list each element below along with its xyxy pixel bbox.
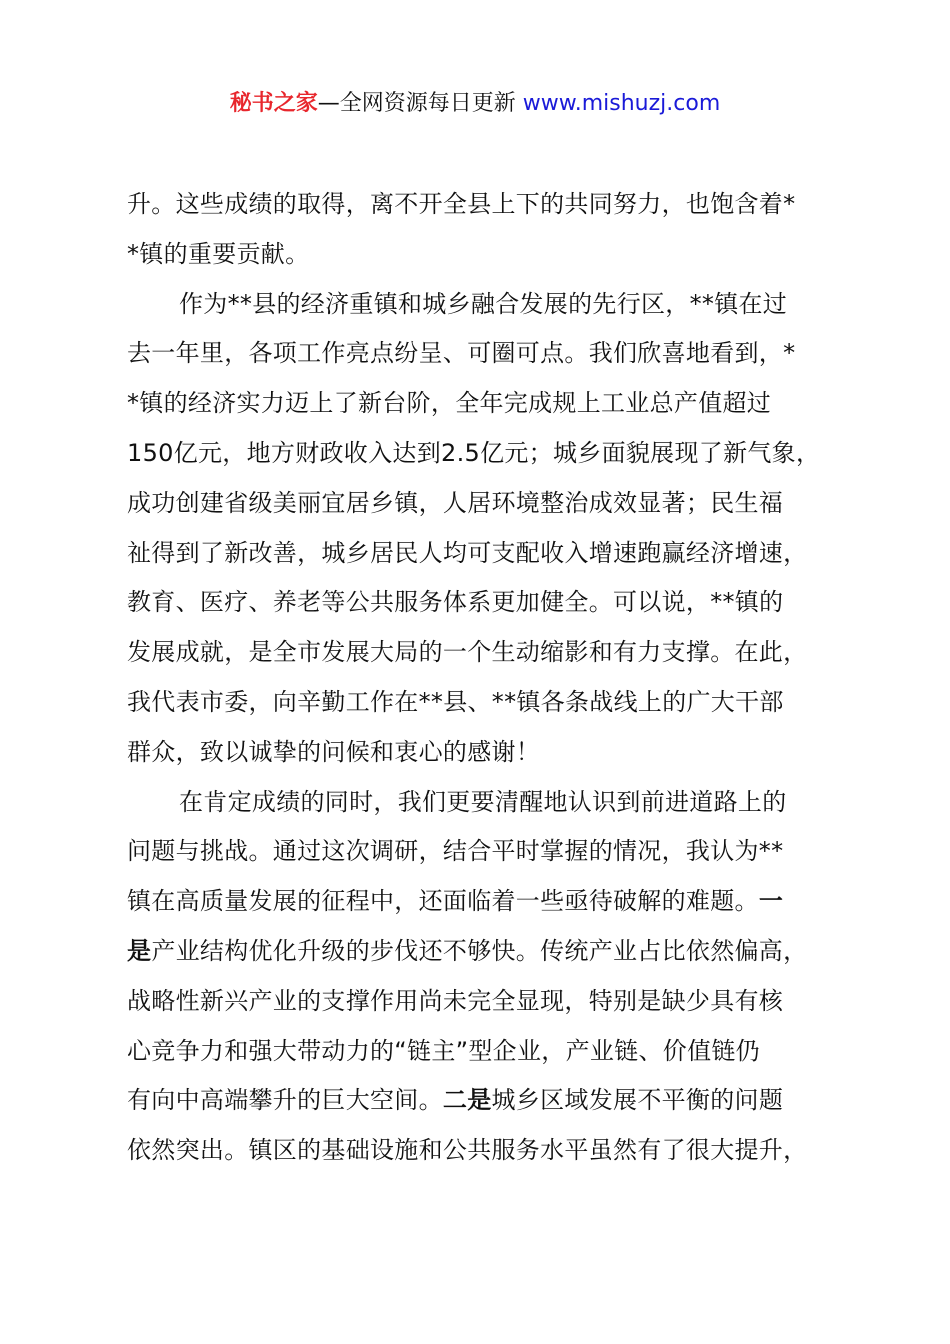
header-slogan: —全网资源每日更新 xyxy=(317,91,523,116)
bold-marker: 二是 xyxy=(442,1086,492,1115)
text-line: 去一年里，各项工作亮点纷呈、可圈可点。我们欣喜地看到，* xyxy=(127,339,796,368)
text-segment: 有向中高端攀升的巨大空间。 xyxy=(127,1086,443,1115)
text-line: 问题与挑战。通过这次调研，结合平时掌握的情况，我认为** xyxy=(127,837,784,866)
bold-marker: 是 xyxy=(127,936,152,965)
text-line xyxy=(127,877,855,927)
text-line: 150亿元，地方财政收入达到2.5亿元；城乡面貌展现了新气象， xyxy=(127,438,821,467)
text-line: 心竞争力和强大带动力的“链主”型企业，产业链、价值链仍 xyxy=(127,1036,760,1065)
brand-name: 秘书之家 xyxy=(229,91,318,116)
page-header xyxy=(0,88,950,120)
document-body xyxy=(127,180,855,1176)
text-segment: 产业结构优化升级的步伐还不够快。传统产业占比依然偏高， xyxy=(151,936,808,965)
text-line: 祉得到了新改善，城乡居民人均可支配收入增速跑赢经济增速， xyxy=(127,538,808,567)
text-line: 成功创建省级美丽宜居乡镇，人居环境整治成效显著；民生福 xyxy=(127,488,784,517)
text-line: 升。这些成绩的取得，离不开全县上下的共同努力，也饱含着* xyxy=(127,190,796,218)
text-line: *镇的重要贡献。 xyxy=(127,239,310,268)
paragraph-start-line: 在肯定成绩的同时，我们更要清醒地认识到前进道路上的 xyxy=(179,787,787,816)
bold-marker: 一 xyxy=(758,887,784,916)
text-line: 依然突出。镇区的基础设施和公共服务水平虽然有了很大提升， xyxy=(127,1136,808,1165)
text-line: 教育、医疗、养老等公共服务体系更加健全。可以说，**镇的 xyxy=(127,588,784,617)
text-line: 群众，致以诚挚的问候和衷心的感谢！ xyxy=(127,737,541,766)
text-line: 发展成就，是全市发展大局的一个生动缩影和有力支撑。在此， xyxy=(127,638,808,667)
text-segment: 城乡区域发展不平衡的问题 xyxy=(491,1086,784,1115)
text-line: 战略性新兴产业的支撑作用尚未完全显现，特别是缺少具有核 xyxy=(127,986,784,1015)
website-url[interactable]: www.mishuzj.com xyxy=(522,91,721,116)
text-line xyxy=(127,927,855,977)
text-line xyxy=(127,1076,855,1126)
text-segment: 镇在高质量发展的征程中，还面临着一些亟待破解的难题。 xyxy=(127,887,759,916)
text-line: 我代表市委，向辛勤工作在**县、**镇各条战线上的广大干部 xyxy=(127,687,784,716)
text-line: *镇的经济实力迈上了新台阶，全年完成规上工业总产值超过 xyxy=(127,389,772,418)
paragraph-start-line: 作为**县的经济重镇和城乡融合发展的先行区，**镇在过 xyxy=(179,289,788,318)
